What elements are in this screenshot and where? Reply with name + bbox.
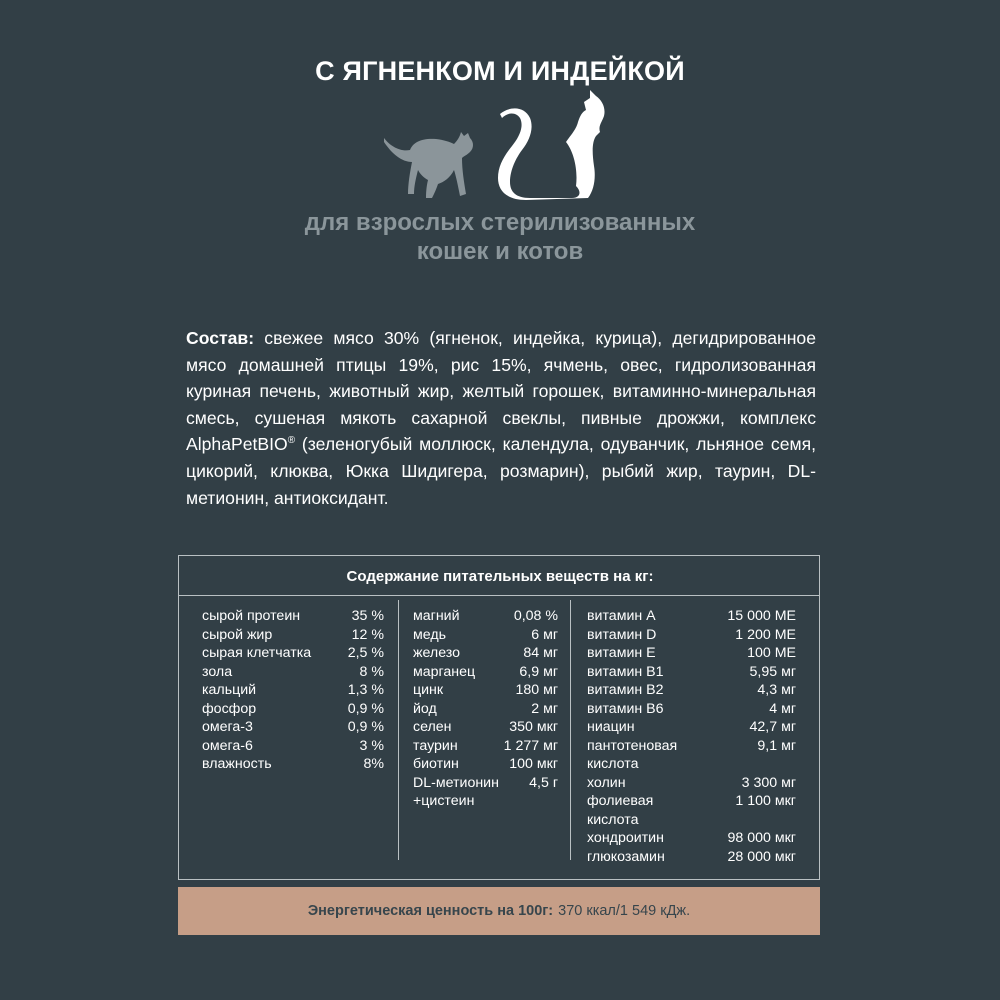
nutrient-row	[413, 774, 558, 811]
composition-text	[186, 325, 816, 511]
nutrient-value: 6 мг	[531, 626, 558, 643]
nutrient-name: холин	[587, 774, 626, 791]
big-cat-icon	[498, 90, 605, 200]
two-cats-silhouette-icon	[380, 86, 610, 206]
nutrient-value: 4 мг	[769, 700, 796, 717]
nutrient-value: 9,1 мг	[757, 737, 796, 754]
composition-ingredients-part-1: свежее мясо 30% (ягненок, индейка, курица), дегидрированное мясо домашней птицы 19%, рис 15%, ячмень, овес, гидролизованная куриная печень, животный жир, желтый горошек, витаминно-минеральная смесь, сушеная мякоть сахарной свеклы, пивные дрожжи, комплекс AlphaPetBIO	[186, 328, 816, 455]
nutrient-value: 3 300 мг	[741, 774, 796, 791]
nutrient-name: цинк	[413, 682, 444, 698]
column-divider-1	[398, 600, 399, 860]
nutrient-row	[202, 718, 384, 737]
nutrient-name: зола	[202, 663, 233, 680]
nutrient-name: влажность	[202, 756, 272, 772]
nutrient-name: ниацин	[587, 719, 635, 735]
nutrient-value: 6,9 мг	[519, 663, 558, 680]
nutrient-name: пантотеновая кислота	[587, 737, 678, 772]
energy-value: 370 ккал/1 549 кДж.	[558, 903, 691, 919]
nutrient-value: 35 %	[351, 608, 384, 624]
energy-value-bar	[178, 887, 820, 935]
subtitle-line-1: для взрослых стерилизованных	[304, 209, 696, 236]
nutrient-value: 1 277 мг	[503, 737, 558, 754]
nutrients-column-3	[587, 607, 796, 866]
nutrient-name: витамин В2	[587, 682, 664, 698]
registered-trademark-mark: ®	[287, 435, 296, 447]
composition-label: Состав:	[186, 328, 255, 348]
nutrient-name: таурин	[413, 737, 458, 754]
nutrient-value: 2 мг	[531, 700, 558, 717]
nutrient-row	[587, 644, 796, 663]
nutrient-row	[587, 829, 796, 848]
nutrient-row	[587, 607, 796, 626]
nutrient-value: 350 мкг	[509, 719, 558, 735]
nutrient-row	[202, 700, 384, 719]
nutrient-value: 28 000 мкг	[727, 848, 796, 865]
nutrient-name: фосфор	[202, 700, 257, 717]
nutrient-row	[202, 607, 384, 626]
nutrient-value: 84 мг	[523, 645, 558, 661]
nutrient-value: 4,3 мг	[757, 682, 796, 698]
small-cat-icon	[384, 132, 473, 198]
nutrient-name: селен	[413, 719, 452, 735]
nutrient-value: 1 100 мкг	[735, 793, 796, 809]
nutrients-header-divider	[178, 595, 820, 596]
nutrient-value: 100 МЕ	[747, 645, 796, 661]
nutrient-row	[413, 681, 558, 700]
product-title: С ЯГНЕНКОМ И ИНДЕЙКОЙ	[315, 56, 685, 86]
nutrient-value: 0,9 %	[347, 719, 384, 735]
nutrient-name: сырая клетчатка	[202, 645, 312, 661]
nutrient-value: 15 000 МЕ	[727, 608, 796, 624]
nutrient-name: биотин	[413, 756, 459, 772]
nutrient-name: DL-метионин +цистеин	[413, 774, 499, 809]
nutrient-value: 100 мкг	[509, 756, 558, 772]
nutrients-column-1	[202, 607, 384, 774]
nutrient-row	[587, 681, 796, 700]
nutrient-value: 180 мг	[515, 682, 558, 698]
nutrient-row	[587, 774, 796, 793]
nutrient-value: 0,9 %	[347, 700, 384, 717]
nutrient-row	[587, 848, 796, 867]
composition-ingredients-part-2: (зеленогубый моллюск, календула, одуванчик, льняное семя, цикорий, клюква, Юкка Шидигера, розмарин), рыбий жир, таурин, DL-метионин, антиоксидант.	[186, 434, 816, 508]
nutrient-value: 8%	[363, 756, 384, 772]
nutrient-name: витамин D	[587, 626, 657, 643]
nutrient-row	[202, 755, 384, 774]
nutrient-name: глюкозамин	[587, 848, 665, 865]
column-divider-2	[570, 600, 571, 860]
nutrient-value: 0,08 %	[513, 608, 558, 624]
nutrient-value: 4,5 г	[529, 774, 558, 791]
nutrient-name: йод	[413, 700, 437, 717]
nutrient-value: 2,5 %	[347, 645, 384, 661]
target-audience	[0, 208, 1000, 266]
nutrient-name: витамин В1	[587, 663, 664, 680]
nutrient-value: 12 %	[351, 626, 384, 643]
nutrient-value: 98 000 мкг	[727, 830, 796, 846]
nutrient-name: магний	[413, 608, 460, 624]
nutrient-row	[202, 737, 384, 756]
nutrient-value: 1 200 МЕ	[735, 626, 796, 643]
nutrient-name: марганец	[413, 663, 476, 680]
nutrient-name: кальций	[202, 682, 257, 698]
nutrient-name: витамин В6	[587, 700, 664, 717]
nutrient-row	[413, 644, 558, 663]
subtitle-line-2: кошек и котов	[416, 238, 584, 265]
nutrient-row	[413, 700, 558, 719]
nutrient-value: 5,95 мг	[749, 663, 796, 680]
nutrients-column-2	[413, 607, 558, 811]
nutrient-row	[413, 607, 558, 626]
nutrient-value: 3 %	[359, 737, 384, 754]
nutrient-row	[587, 718, 796, 737]
nutrient-value: 1,3 %	[347, 682, 384, 698]
nutrient-row	[413, 737, 558, 756]
nutrient-value: 42,7 мг	[749, 719, 796, 735]
nutrient-name: сырой протеин	[202, 608, 301, 624]
nutrient-name: витамин А	[587, 608, 656, 624]
nutrient-name: омега-3	[202, 719, 253, 735]
nutrient-name: сырой жир	[202, 626, 273, 643]
nutrient-row	[202, 663, 384, 682]
nutrient-row	[202, 681, 384, 700]
nutrient-row	[587, 626, 796, 645]
nutrients-table-title: Содержание питательных веществ на кг:	[346, 568, 654, 585]
nutrient-row	[413, 663, 558, 682]
energy-label: Энергетическая ценность на 100г:	[307, 903, 554, 919]
nutrient-name: медь	[413, 626, 447, 643]
nutrient-row	[587, 663, 796, 682]
nutrient-name: хондроитин	[587, 830, 664, 846]
nutrient-row	[413, 755, 558, 774]
nutrient-name: омега-6	[202, 737, 253, 754]
nutrient-name: железо	[413, 645, 461, 661]
nutrient-row	[413, 718, 558, 737]
nutrient-row	[587, 737, 796, 774]
nutrient-row	[202, 644, 384, 663]
nutrient-row	[587, 700, 796, 719]
nutrient-name: витамин Е	[587, 645, 656, 661]
nutrient-name: фолиевая кислота	[587, 793, 654, 828]
nutrient-row	[413, 626, 558, 645]
nutrient-row	[202, 626, 384, 645]
nutrient-value: 8 %	[359, 663, 384, 680]
nutrient-row	[587, 792, 796, 829]
